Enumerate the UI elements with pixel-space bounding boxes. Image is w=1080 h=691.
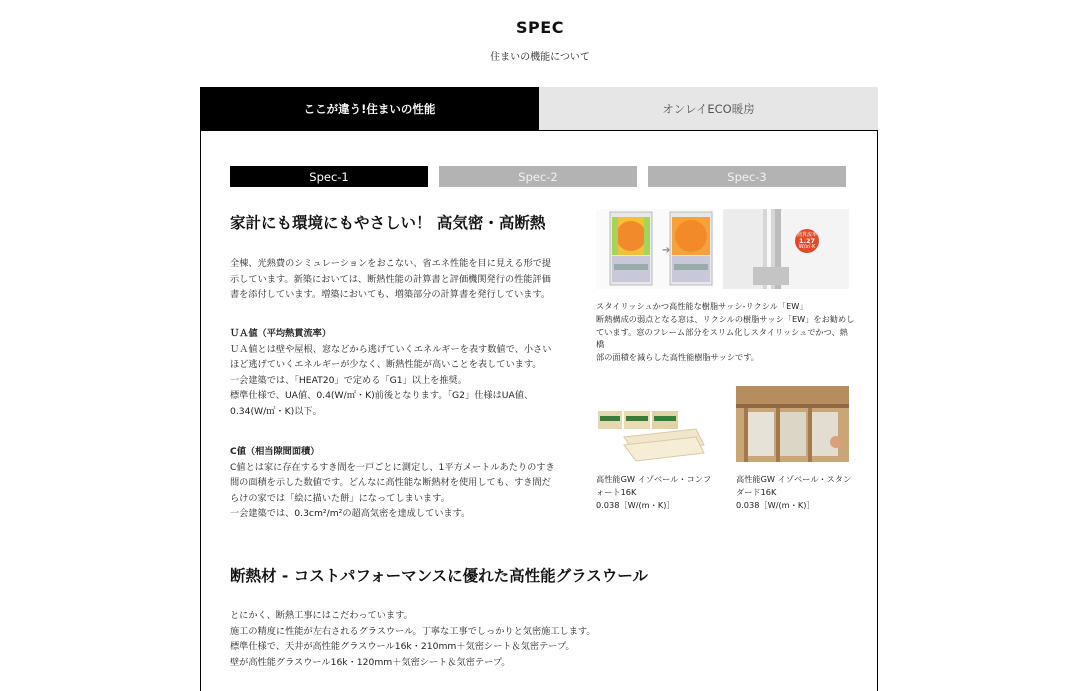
- ua-line: 0.34(W/㎡・K)以下。: [230, 405, 322, 417]
- ua-title: ＵＡ値（平均熱貫流率）: [230, 328, 332, 339]
- thermal-comparison-image: [596, 209, 714, 289]
- intro-paragraph: [230, 256, 551, 303]
- ua-line: 標準仕様で、UA値、0.4(W/㎡・K)前後となります。「G2」仕様はUA値、: [230, 390, 534, 402]
- spec-panel: [200, 130, 878, 691]
- c-line: らけの家では「絵に描いた餅」になってしまいます。: [230, 492, 450, 504]
- ua-value-section: [230, 326, 551, 420]
- caption-line: スタイリッシュかつ高性能な樹脂サッシ-リクシル「EW」: [596, 301, 808, 311]
- paragraph-line: とにかく、断熱工事にはこだわっています。: [230, 610, 413, 621]
- c-title: C値（相当隙間面積）: [230, 446, 320, 457]
- caption-line: 高性能GW イゾベール・コンフ: [596, 474, 712, 484]
- section-heading-insulation: 家計にも環境にもやさしい！ 高気密・高断熱: [230, 214, 546, 232]
- thermal-conductivity: 0.038［W/(m・K)］: [736, 499, 815, 510]
- main-tabs: [200, 87, 878, 131]
- caption-line: ています。窓のフレーム部分をスリム化しスタイリッシュでかつ、熱橋: [596, 326, 848, 350]
- svg-text:➔: ➔: [662, 245, 671, 256]
- u-value-badge: [797, 232, 817, 250]
- caption-line: ダード16K: [736, 486, 777, 497]
- glass-wool-standard-image: [736, 386, 849, 462]
- caption-line: ォート16K: [596, 486, 637, 497]
- c-line: 間の面積を示した数値です。どんなに高性能な断熱材を使用しても、すき間だ: [230, 477, 551, 489]
- ua-line: 一会建築では、「HEAT20」で定める「G1」以上を推奨。: [230, 374, 467, 386]
- intro-line: 書を添付しています。増築においても、増築部分の計算書を発行しています。: [230, 289, 551, 301]
- gw-comfort-caption: [596, 473, 716, 511]
- tab-spec-2[interactable]: Spec-2: [439, 166, 637, 187]
- ua-line: ほど逃げていくエネルギーが少なく、断熱性能が高いことを表しています。: [230, 359, 542, 371]
- c-line: 一会建築では、0.3cm²/m²の超高気密を達成しています。: [230, 508, 471, 520]
- intro-line: 示しています。新築においては、断熱性能の計算書と評価機関発行の性能評価: [230, 273, 551, 285]
- tab-eco-heating[interactable]: オンレイECO暖房: [539, 87, 878, 131]
- tab-performance[interactable]: ここが違う!住まいの性能: [200, 87, 539, 131]
- page-subtitle: 住まいの機能について: [490, 52, 590, 63]
- caption-line: 部の面積を減らした高性能樹脂サッシです。: [596, 352, 759, 363]
- thermal-conductivity: 0.038［W/(m・K)］: [596, 499, 675, 510]
- window-caption: [596, 300, 856, 364]
- intro-line: 全棟、光熱費のシミュレーションをおこない、省エネ性能を目に見える形で提: [230, 258, 552, 269]
- paragraph-line: 標準仕様で、天井が高性能グラスウール16k・210mm＋気密シート＆気密テープ。: [230, 641, 575, 653]
- caption-line: 高性能GW イゾベール・スタン: [736, 474, 852, 484]
- caption-line: 断熱構成の弱点となる窓は、リクシルの樹脂サッシ「EW」をお勧めし: [596, 313, 855, 324]
- window-frame-image: [723, 209, 849, 289]
- c-line: C値とは家に存在するすき間を一戸ごとに測定し、1平方メートルあたりのすき: [230, 461, 555, 473]
- tab-spec-3[interactable]: Spec-3: [648, 166, 846, 187]
- page-title: SPEC: [516, 18, 564, 37]
- tab-spec-1[interactable]: Spec-1: [230, 166, 428, 187]
- gw-standard-caption: [736, 473, 861, 511]
- paragraph-line: 施工の精度に性能が左右されるグラスウール。丁寧な工事でしっかりと気密施工します。: [230, 625, 596, 637]
- glass-wool-comfort-image: [596, 409, 709, 462]
- ua-line: ＵＡ値とは壁や屋根、窓などから逃げていくエネルギーを表す数値で、小さい: [230, 343, 552, 355]
- badge-label: 熱貫流率: [797, 232, 818, 238]
- badge-value: 1.27: [798, 237, 816, 245]
- c-value-section: [230, 444, 555, 522]
- glass-wool-paragraph: [230, 608, 596, 670]
- section-heading-glass-wool: 断熱材 - コストパフォーマンスに優れた高性能グラスウール: [230, 567, 648, 585]
- sub-tabs: [230, 166, 846, 187]
- paragraph-line: 壁が高性能グラスウール16k・120mm＋気密シート＆気密テープ。: [230, 656, 511, 668]
- badge-unit: W/㎡·K: [798, 244, 816, 250]
